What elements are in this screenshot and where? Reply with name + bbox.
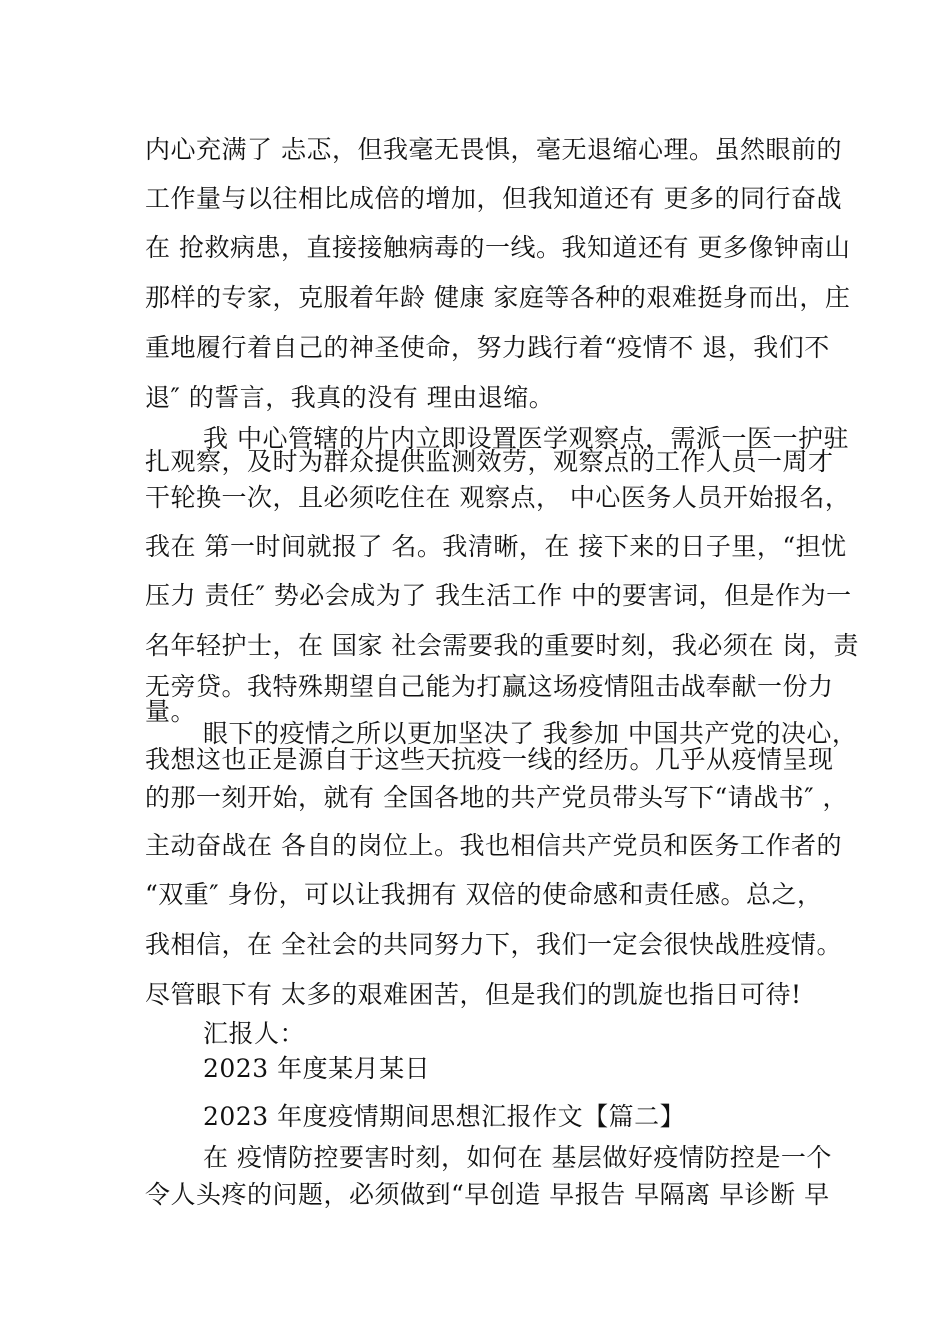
text-line: 的那一刻开始，就有 全国各地的共产党员带头写下“请战书″ ，	[145, 783, 849, 812]
text-line: 名年轻护士，在 国家 社会需要我的重要时刻，我必须在 岗，责	[145, 631, 859, 660]
text-line: 压力 责任″ 势必会成为了 我生活工作 中的要害词，但是作为一	[145, 581, 852, 610]
paragraph-start: 在 疫情防控要害时刻，如何在 基层做好疫情防控是一个	[203, 1143, 832, 1172]
text-line: 扎观察，及时为群众提供监测效劳，观察点的工作人员一周才	[145, 447, 834, 476]
reporter-label: 汇报人：	[203, 1019, 306, 1048]
text-line: 重地履行着自己的神圣使命，努力践行着“疫情不 退，我们不	[145, 333, 830, 362]
text-line: 干轮换一次，且必须吃住在 观察点， 中心医务人员开始报名，	[145, 483, 851, 512]
text-line: 我相信，在 全社会的共同努力下，我们一定会很快战胜疫情。	[145, 930, 842, 959]
text-line: 主动奋战在 各自的岗位上。我也相信共产党员和医务工作者的	[145, 831, 842, 860]
text-line: 那样的专家，克服着年龄 健康 家庭等各种的艰难挺身而出，庄	[145, 283, 851, 312]
text-line: 我在 第一时间就报了 名。我清晰，在 接下来的日子里，“担忧	[145, 532, 847, 561]
text-line: 无旁贷。我特殊期望自己能为打赢这场疫情阻击战奉献一份力	[145, 672, 834, 701]
text-line: 量。	[145, 697, 197, 726]
text-line: 我想这也正是源自于这些天抗疫一线的经历。几乎从疫情呈现	[145, 745, 834, 774]
text-line: 在 抢救病患，直接接触病毒的一线。我知道还有 更多像钟南山	[145, 233, 851, 262]
text-line: “双重″ 身份，可以让我拥有 双倍的使命感和责任感。总之，	[145, 880, 823, 909]
paragraph-start: 眼下的疫情之所以更加坚决了 我参加 中国共产党的决心，	[203, 719, 858, 748]
text-line: 工作量与以往相比成倍的增加，但我知道还有 更多的同行奋战	[145, 184, 842, 213]
text-line: 尽管眼下有 太多的艰难困苦，但是我们的凯旋也指日可待!	[145, 980, 802, 1009]
text-line: 内心充满了 忐忑，但我毫无畏惧，毫无退缩心理。虽然眼前的	[145, 135, 842, 164]
section-title: 2023 年度疫情期间思想汇报作文【篇二】	[203, 1102, 686, 1131]
report-date: 2023 年度某月某日	[203, 1054, 431, 1083]
text-line: 令人头疼的问题，必须做到“早创造 早报告 早隔离 早诊断 早	[145, 1180, 830, 1209]
text-line: 退″ 的誓言，我真的没有 理由退缩。	[145, 383, 555, 412]
paragraph-start: 我 中心管辖的片内立即设置医学观察点，需派一医一护驻	[203, 424, 849, 453]
